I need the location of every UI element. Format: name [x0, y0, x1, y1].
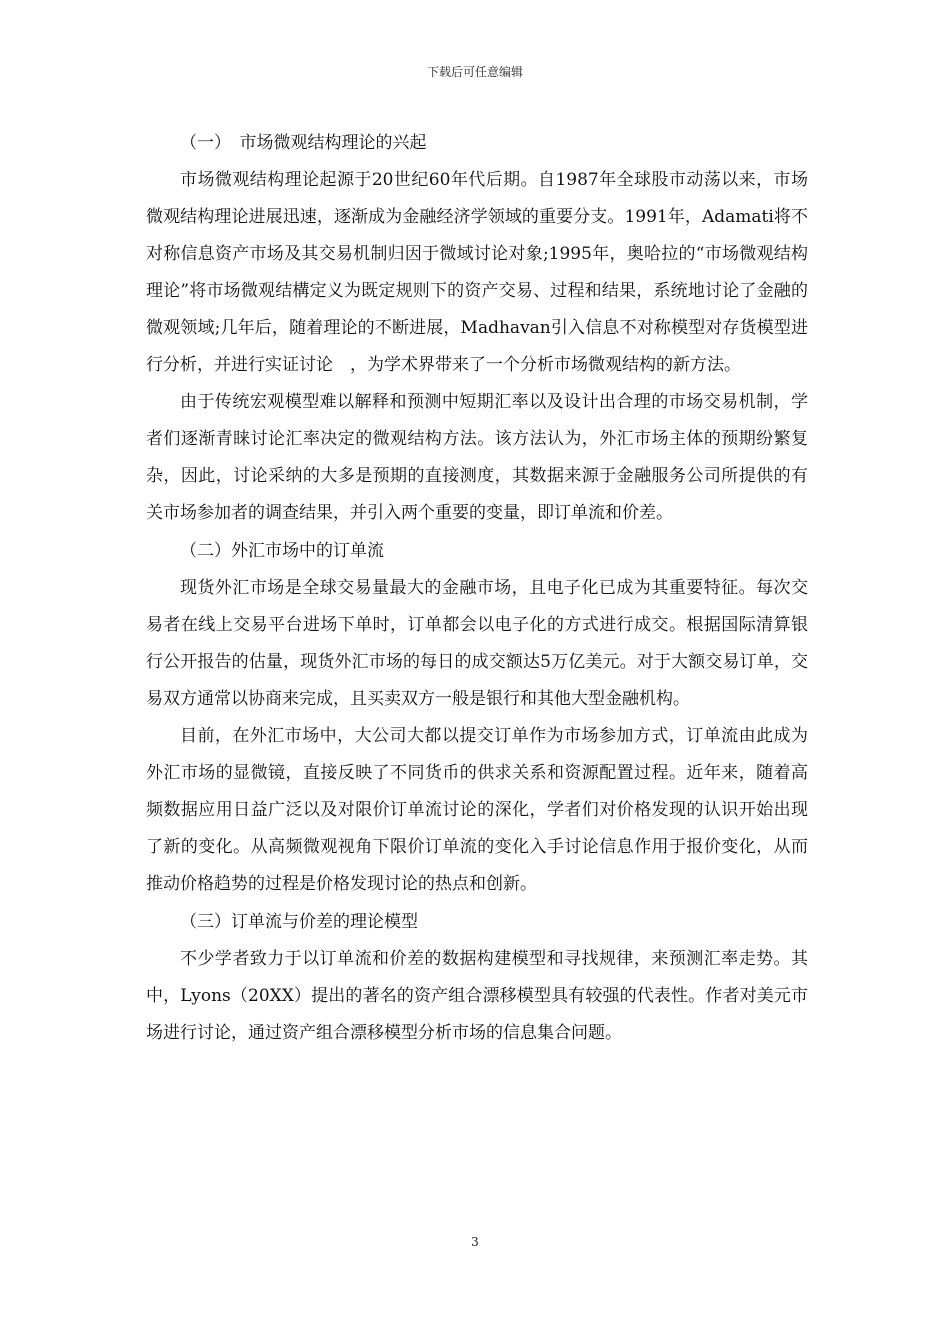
- paragraph-5: 不少学者致力于以订单流和价差的数据构建模型和寻找规律，来预测汇率走势。其中，Lyons（20XX）提出的著名的资产组合漂移模型具有较强的代表性。作者对美元市场进行讨论，通过资产组合漂移模型分析市场的信息集合问题。: [146, 949, 808, 1043]
- paragraph-1: 市场微观结构理论起源于20世纪60年代后期。自1987年全球股市动荡以来，市场微观结构理论进展迅速，逐渐成为金融经济学领域的重要分支。1991年，Adamati将不对称信息资产市场及其交易机制归因于微域讨论对象;1995年，奥哈拉的“市场微观结构理论”将市场微观结構定义为既定规则下的资产交易、过程和结果，系统地讨论了金融的微观领域;几年后，随着理论的不断进展，Madhavan引入信息不对称模型对存货模型进行分析，并进行实证讨论 ，为学术界带来了一个分析市场微观结构的新方法。: [146, 170, 808, 375]
- document-body: [146, 124, 808, 1052]
- paragraph-3: 现货外汇市场是全球交易量最大的金融市场，且电子化已成为其重要特征。每次交易者在线上交易平台进场下单时，订单都会以电子化的方式进行成交。根据国际清算银行公开报告的估量，现货外汇市场的每日的成交额达5万亿美元。对于大额交易订单，交易双方通常以协商来完成，且买卖双方一般是银行和其他大型金融机构。: [146, 578, 808, 709]
- section-heading-2: （二）外汇市场中的订单流: [180, 541, 384, 561]
- paragraph-4: 目前，在外汇市场中，大公司大都以提交订单作为市场参加方式，订单流由此成为外汇市场的显微镜，直接反映了不同货币的供求关系和资源配置过程。近年来，随着高频数据应用日益广泛以及对限价订单流讨论的深化，学者们对价格发现的认识开始出现了新的变化。从高频微观视角下限价订单流的变化入手讨论信息作用于报价变化，从而推动价格趋势的过程是价格发现讨论的热点和创新。: [146, 726, 808, 894]
- section-heading-3: （三）订单流与价差的理论模型: [180, 912, 418, 932]
- section-heading-1: （一） 市场微观结构理论的兴起: [180, 133, 427, 153]
- page-header-note: 下载后可任意编辑: [426, 65, 523, 79]
- paragraph-2: 由于传统宏观模型难以解释和预测中短期汇率以及设计出合理的市场交易机制，学者们逐渐青睐讨论汇率决定的微观结构方法。该方法认为，外汇市场主体的预期纷繁复杂，因此，讨论采纳的大多是预期的直接测度，其数据来源于金融服务公司所提供的有关市场参加者的调查结果，并引入两个重要的变量，即订单流和价差。: [146, 392, 808, 523]
- page-number: 3: [471, 1235, 479, 1249]
